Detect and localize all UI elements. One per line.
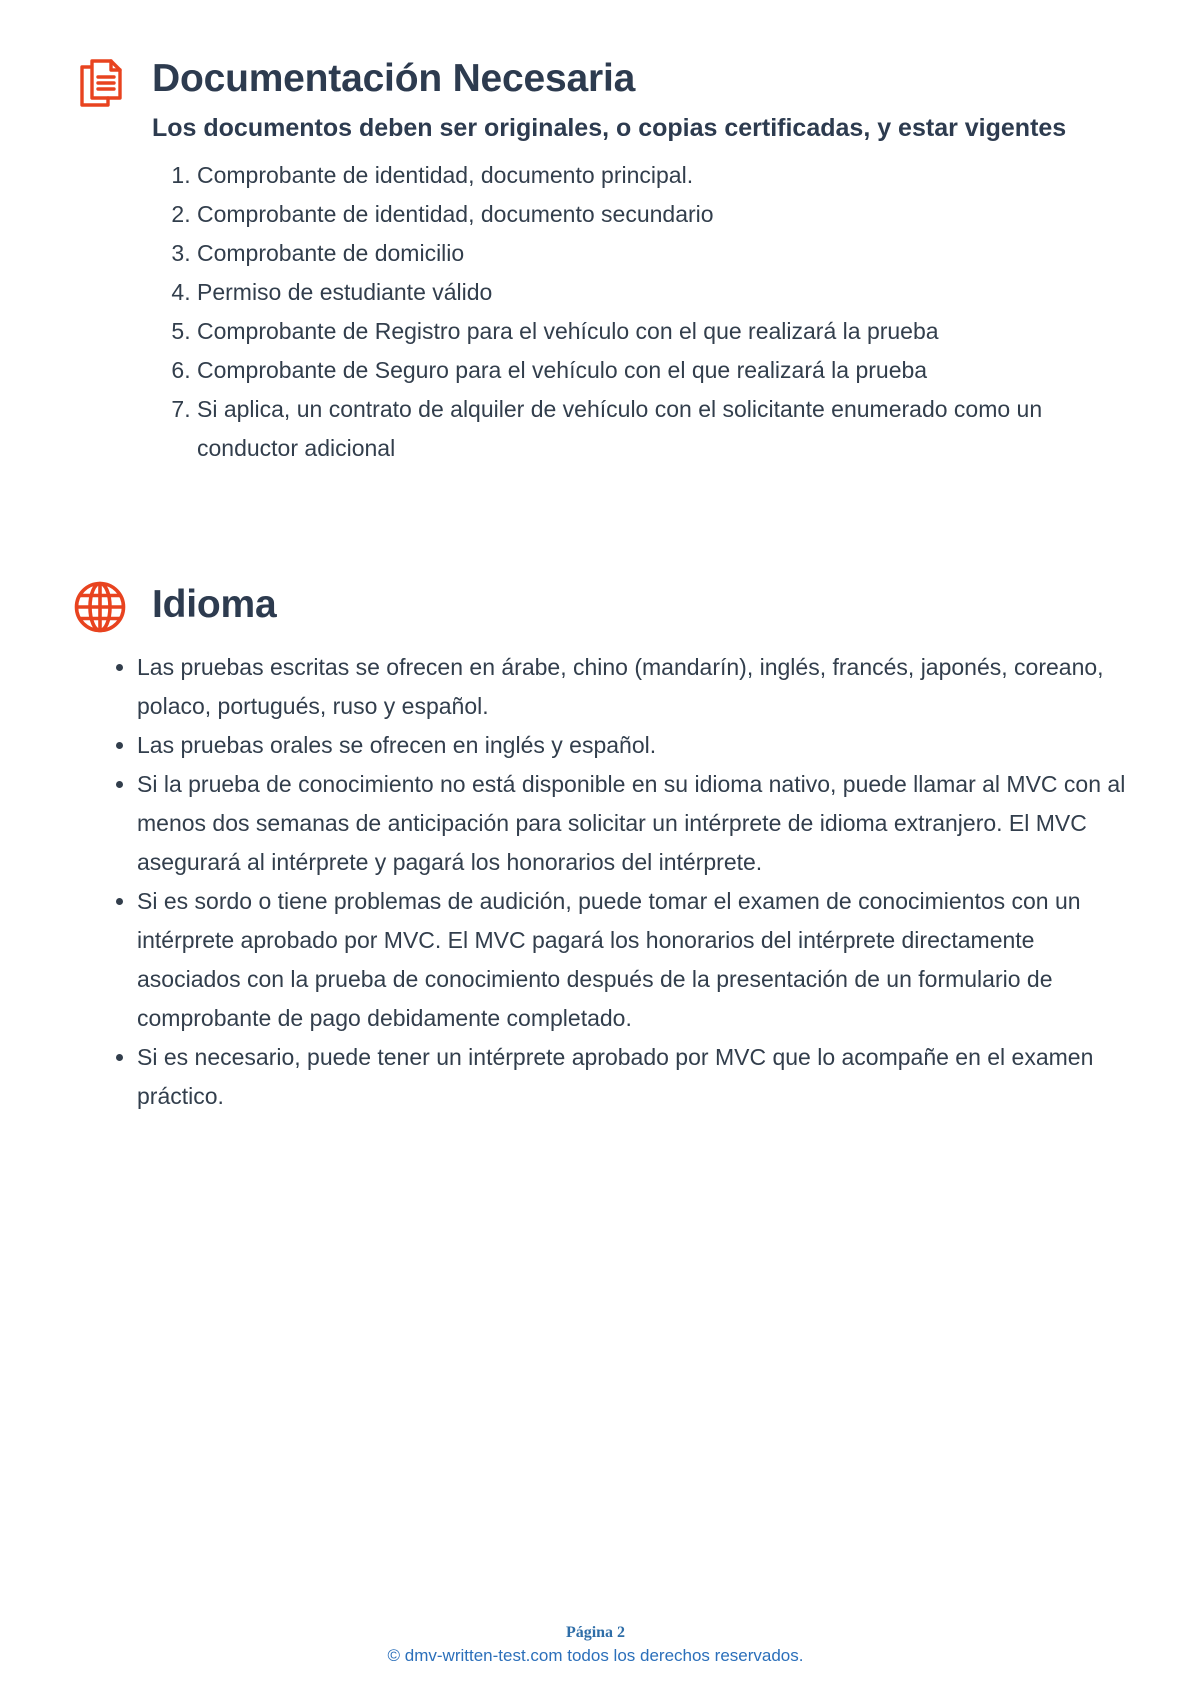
language-title: Idioma [152,583,277,626]
list-item: 3. Comprobante de domicilio [197,234,1097,273]
list-item: 7. Si aplica, un contrato de alquiler de vehículo con el solicitante enumerado como un conductor adicional [197,390,1097,468]
list-item: 1. Comprobante de identidad, documento principal. [197,156,1097,195]
list-item: • Si es necesario, puede tener un intérprete aprobado por MVC que lo acompañe en el examen práctico. [137,1038,1137,1116]
page-number: Página 2 [565,1624,626,1641]
documentation-section [0,52,1191,468]
documentation-title: Documentación Necesaria [152,57,636,100]
page-footer [0,1622,1191,1668]
list-item: • Si es sordo o tiene problemas de audición, puede tomar el examen de conocimientos con un intérprete aprobado por MVC. El MVC pagará los honorarios del intérprete directamente asociados con la prueba de conocimiento después de la presentación de un formulario de comprobante de pago debidamente completado. [137,882,1137,1038]
required-documents-list [0,150,1191,468]
globe-icon [73,580,127,634]
list-item: 4. Permiso de estudiante válido [197,273,1097,312]
documentation-header [0,52,1191,150]
language-header [0,578,1191,632]
list-item: • Si la prueba de conocimiento no está disponible en su idioma nativo, puede llamar al MVC con al menos dos semanas de anticipación para solicitar un intérprete de idioma extranjero. El MVC asegurará al intérprete y pagará los honorarios del intérprete. [137,765,1137,882]
list-item: • Las pruebas orales se ofrecen en inglés y español. [137,726,1137,765]
copyright-link[interactable]: © dmv-written-test.com todos los derechos reservados. [387,1646,804,1665]
documentation-subtitle: Los documentos deben ser originales, o copias certificadas, y estar vigentes [152,114,1067,142]
language-section [0,578,1191,1116]
language-info-list [0,632,1191,1116]
list-item: • Las pruebas escritas se ofrecen en árabe, chino (mandarín), inglés, francés, japonés, coreano, polaco, portugués, ruso y español. [137,648,1137,726]
list-item: 6. Comprobante de Seguro para el vehículo con el que realizará la prueba [197,351,1097,390]
list-item: 5. Comprobante de Registro para el vehículo con el que realizará la prueba [197,312,1097,351]
list-item: 2. Comprobante de identidad, documento secundario [197,195,1097,234]
clipboard-document-icon [78,58,124,108]
